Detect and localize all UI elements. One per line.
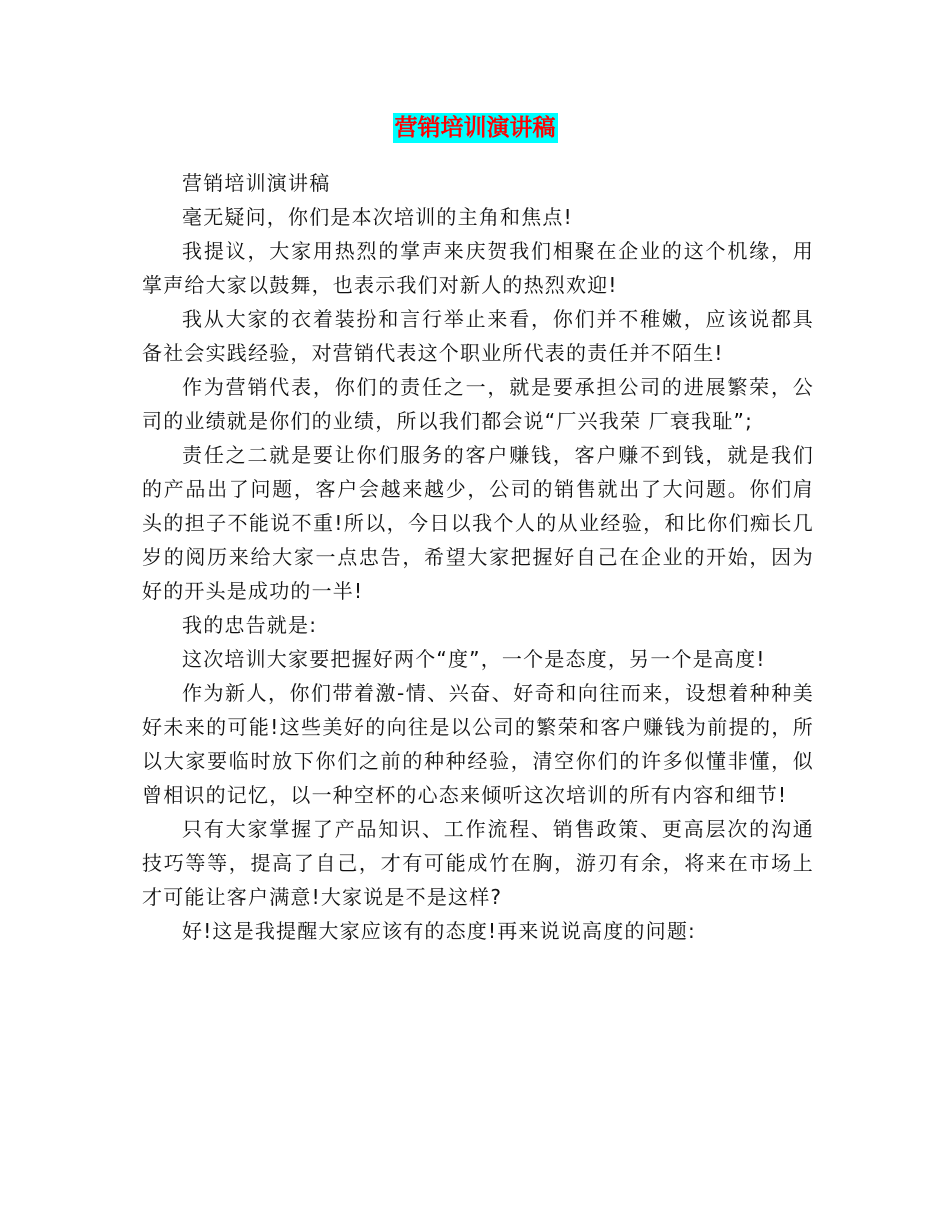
paragraph: 我从大家的衣着装扮和言行举止来看，你们并不稚嫩，应该说都具备社会实践经验，对营销代表这个职业所代表的责任并不陌生! xyxy=(142,307,814,365)
paragraph: 毫无疑问，你们是本次培训的主角和焦点! xyxy=(182,205,573,229)
paragraph: 好!这是我提醒大家应该有的态度!再来说说高度的问题: xyxy=(182,919,696,943)
document-body xyxy=(142,166,814,948)
paragraph: 我提议，大家用热烈的掌声来庆贺我们相聚在企业的这个机缘，用掌声给大家以鼓舞，也表示我们对新人的热烈欢迎! xyxy=(142,239,814,297)
document-title: 营销培训演讲稿 xyxy=(394,114,556,141)
paragraph: 责任之二就是要让你们服务的客户赚钱，客户赚不到钱，就是我们的产品出了问题，客户会越来越少，公司的销售就出了大问题。你们肩头的担子不能说不重!所以，今日以我个人的从业经验，和比你们痴长几岁的阅历来给大家一点忠告，希望大家把握好自己在企业的开始，因为好的开头是成功的一半! xyxy=(142,443,814,603)
paragraph: 营销培训演讲稿 xyxy=(182,171,331,195)
paragraph: 作为营销代表，你们的责任之一，就是要承担公司的进展繁荣，公司的业绩就是你们的业绩，所以我们都会说“厂兴我荣 厂衰我耻”; xyxy=(142,375,814,433)
title-container xyxy=(0,113,950,143)
paragraph: 这次培训大家要把握好两个“度”，一个是态度，另一个是高度! xyxy=(182,647,766,671)
paragraph: 我的忠告就是: xyxy=(182,613,318,637)
paragraph: 只有大家掌握了产品知识、工作流程、销售政策、更高层次的沟通技巧等等，提高了自己，才有可能成竹在胸，游刃有余，将来在市场上才可能让客户满意!大家说是不是这样? xyxy=(142,817,814,909)
paragraph: 作为新人，你们带着激-情、兴奋、好奇和向往而来，设想着种种美好未来的可能!这些美好的向往是以公司的繁荣和客户赚钱为前提的，所以大家要临时放下你们之前的种种经验，清空你们的许多似懂非懂，似曾相识的记忆，以一种空杯的心态来倾听这次培训的所有内容和细节! xyxy=(142,681,814,807)
